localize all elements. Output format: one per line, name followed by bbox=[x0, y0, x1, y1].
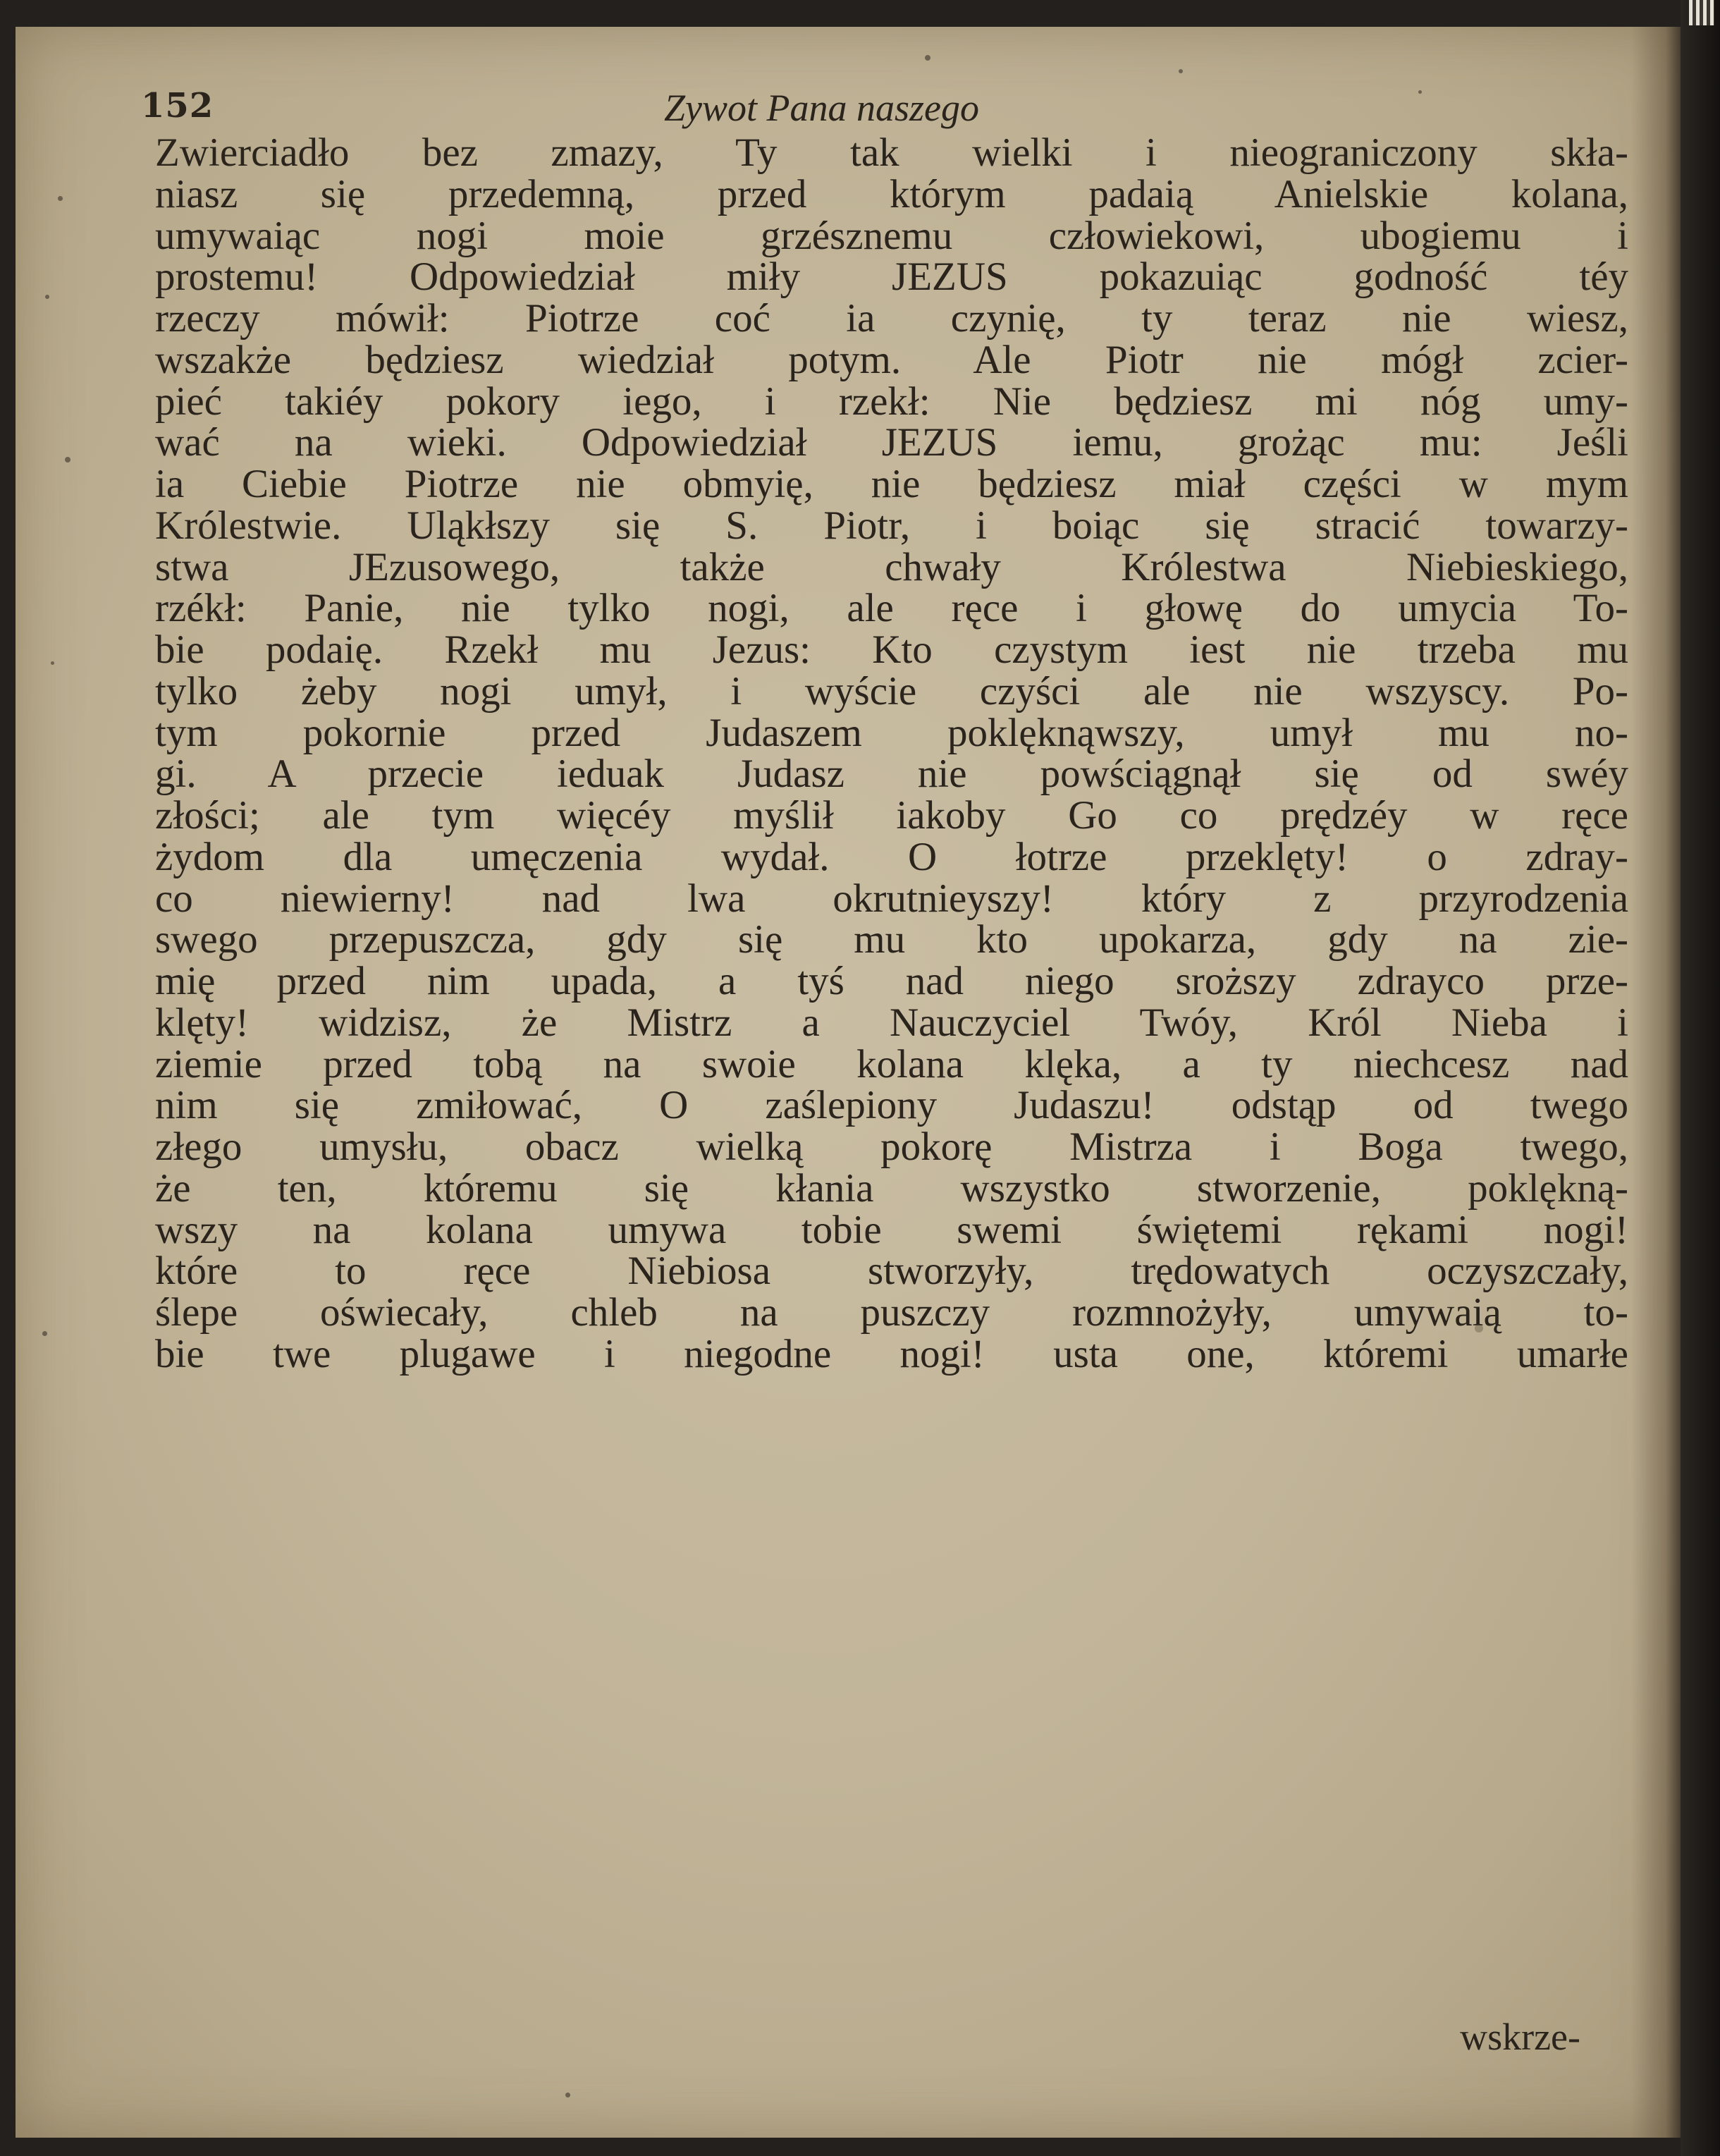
catchword: wskrze- bbox=[1460, 2016, 1580, 2058]
page-gutter-shadow bbox=[1631, 27, 1681, 2138]
text-line: że ten, któremu się kłania wszystko stworzenie, poklękną- bbox=[155, 1165, 1628, 1211]
text-line: Zwierciadło bez zmazy, Ty tak wielki i nieograniczony skła- bbox=[155, 130, 1628, 175]
text-line: które to ręce Niebiosa stworzyły, trędowatych oczyszczały, bbox=[155, 1249, 1628, 1294]
text-line: wszy na kolana umywa tobie swemi świętemi rękami nogi! bbox=[155, 1207, 1628, 1252]
text-line: gi. A przecie ieduak Judasz nie powściągnął się od swéy bbox=[155, 752, 1628, 797]
text-line: złego umysłu, obacz wielką pokorę Mistrza i Boga twego, bbox=[155, 1125, 1628, 1169]
text-line: ślepe oświecały, chleb na puszczy rozmnożyły, umywaią to- bbox=[155, 1290, 1628, 1335]
text-line: wać na wieki. Odpowiedział JEZUS iemu, grożąc mu: Jeśli bbox=[155, 420, 1628, 465]
book-spine-edge bbox=[1681, 0, 1720, 2156]
running-title: Zywot Pana naszego bbox=[664, 87, 980, 129]
text-line: tylko żeby nogi umył, i wyście czyści ale nie wszyscy. Po- bbox=[155, 668, 1628, 713]
text-line: złości; ale tym więcéy myślił iakoby Go co prędzéy w ręce bbox=[155, 793, 1628, 838]
text-line: bie podaię. Rzekł mu Jezus: Kto czystym iest nie trzeba mu bbox=[155, 627, 1628, 672]
text-line: prostemu! Odpowiedział miły JEZUS pokazuiąc godność téy bbox=[155, 255, 1628, 300]
text-line: pieć takiéy pokory iego, i rzekł: Nie będziesz mi nóg umy- bbox=[155, 379, 1628, 424]
text-line: niasz się przedemną, przed którym padaią Anielskie kolana, bbox=[155, 171, 1628, 216]
text-line: co niewierny! nad lwa okrutnieyszy! który z przyrodzenia bbox=[155, 876, 1628, 921]
text-line: żydom dla umęczenia wydał. O łotrze przeklęty! o zdray- bbox=[155, 834, 1628, 879]
text-line: bie twe plugawe i niegodne nogi! usta one, któremi umarłe bbox=[155, 1331, 1628, 1376]
text-line: umywaiąc nogi moie grzésznemu człowiekowi, ubogiemu i bbox=[155, 213, 1628, 258]
book-page bbox=[16, 27, 1681, 2138]
text-line: rzeczy mówił: Piotrze coć ia czynię, ty teraz nie wiesz, bbox=[155, 296, 1628, 341]
scan-calibration-strip bbox=[1689, 0, 1714, 25]
text-line: ia Ciebie Piotrze nie obmyię, nie będziesz miał części w mym bbox=[155, 462, 1628, 506]
text-line: mię przed nim upada, a tyś nad niego sroższy zdrayco prze- bbox=[155, 959, 1628, 1003]
text-line: swego przepuszcza, gdy się mu kto upokarza, gdy na zie- bbox=[155, 917, 1628, 962]
body-text bbox=[155, 130, 1628, 1376]
text-line: wszakże będziesz wiedział potym. Ale Piotr nie mógł zcier- bbox=[155, 337, 1628, 382]
page-number: 152 bbox=[141, 86, 214, 125]
text-line: rzékł: Panie, nie tylko nogi, ale ręce i głowę do umycia To- bbox=[155, 586, 1628, 631]
text-line: Królestwie. Uląkłszy się S. Piotr, i boiąc się stracić towarzy- bbox=[155, 503, 1628, 548]
text-line: ziemie przed tobą na swoie kolana klęka, a ty niechcesz nad bbox=[155, 1041, 1628, 1086]
text-line: stwa JEzusowego, także chwały Królestwa Niebieskiego, bbox=[155, 544, 1628, 589]
text-line: nim się zmiłować, O zaślepiony Judaszu! odstąp od twego bbox=[155, 1083, 1628, 1128]
text-line: klęty! widzisz, że Mistrz a Nauczyciel Twóy, Król Nieba i bbox=[155, 1000, 1628, 1045]
text-line: tym pokornie przed Judaszem poklęknąwszy, umył mu no- bbox=[155, 710, 1628, 755]
